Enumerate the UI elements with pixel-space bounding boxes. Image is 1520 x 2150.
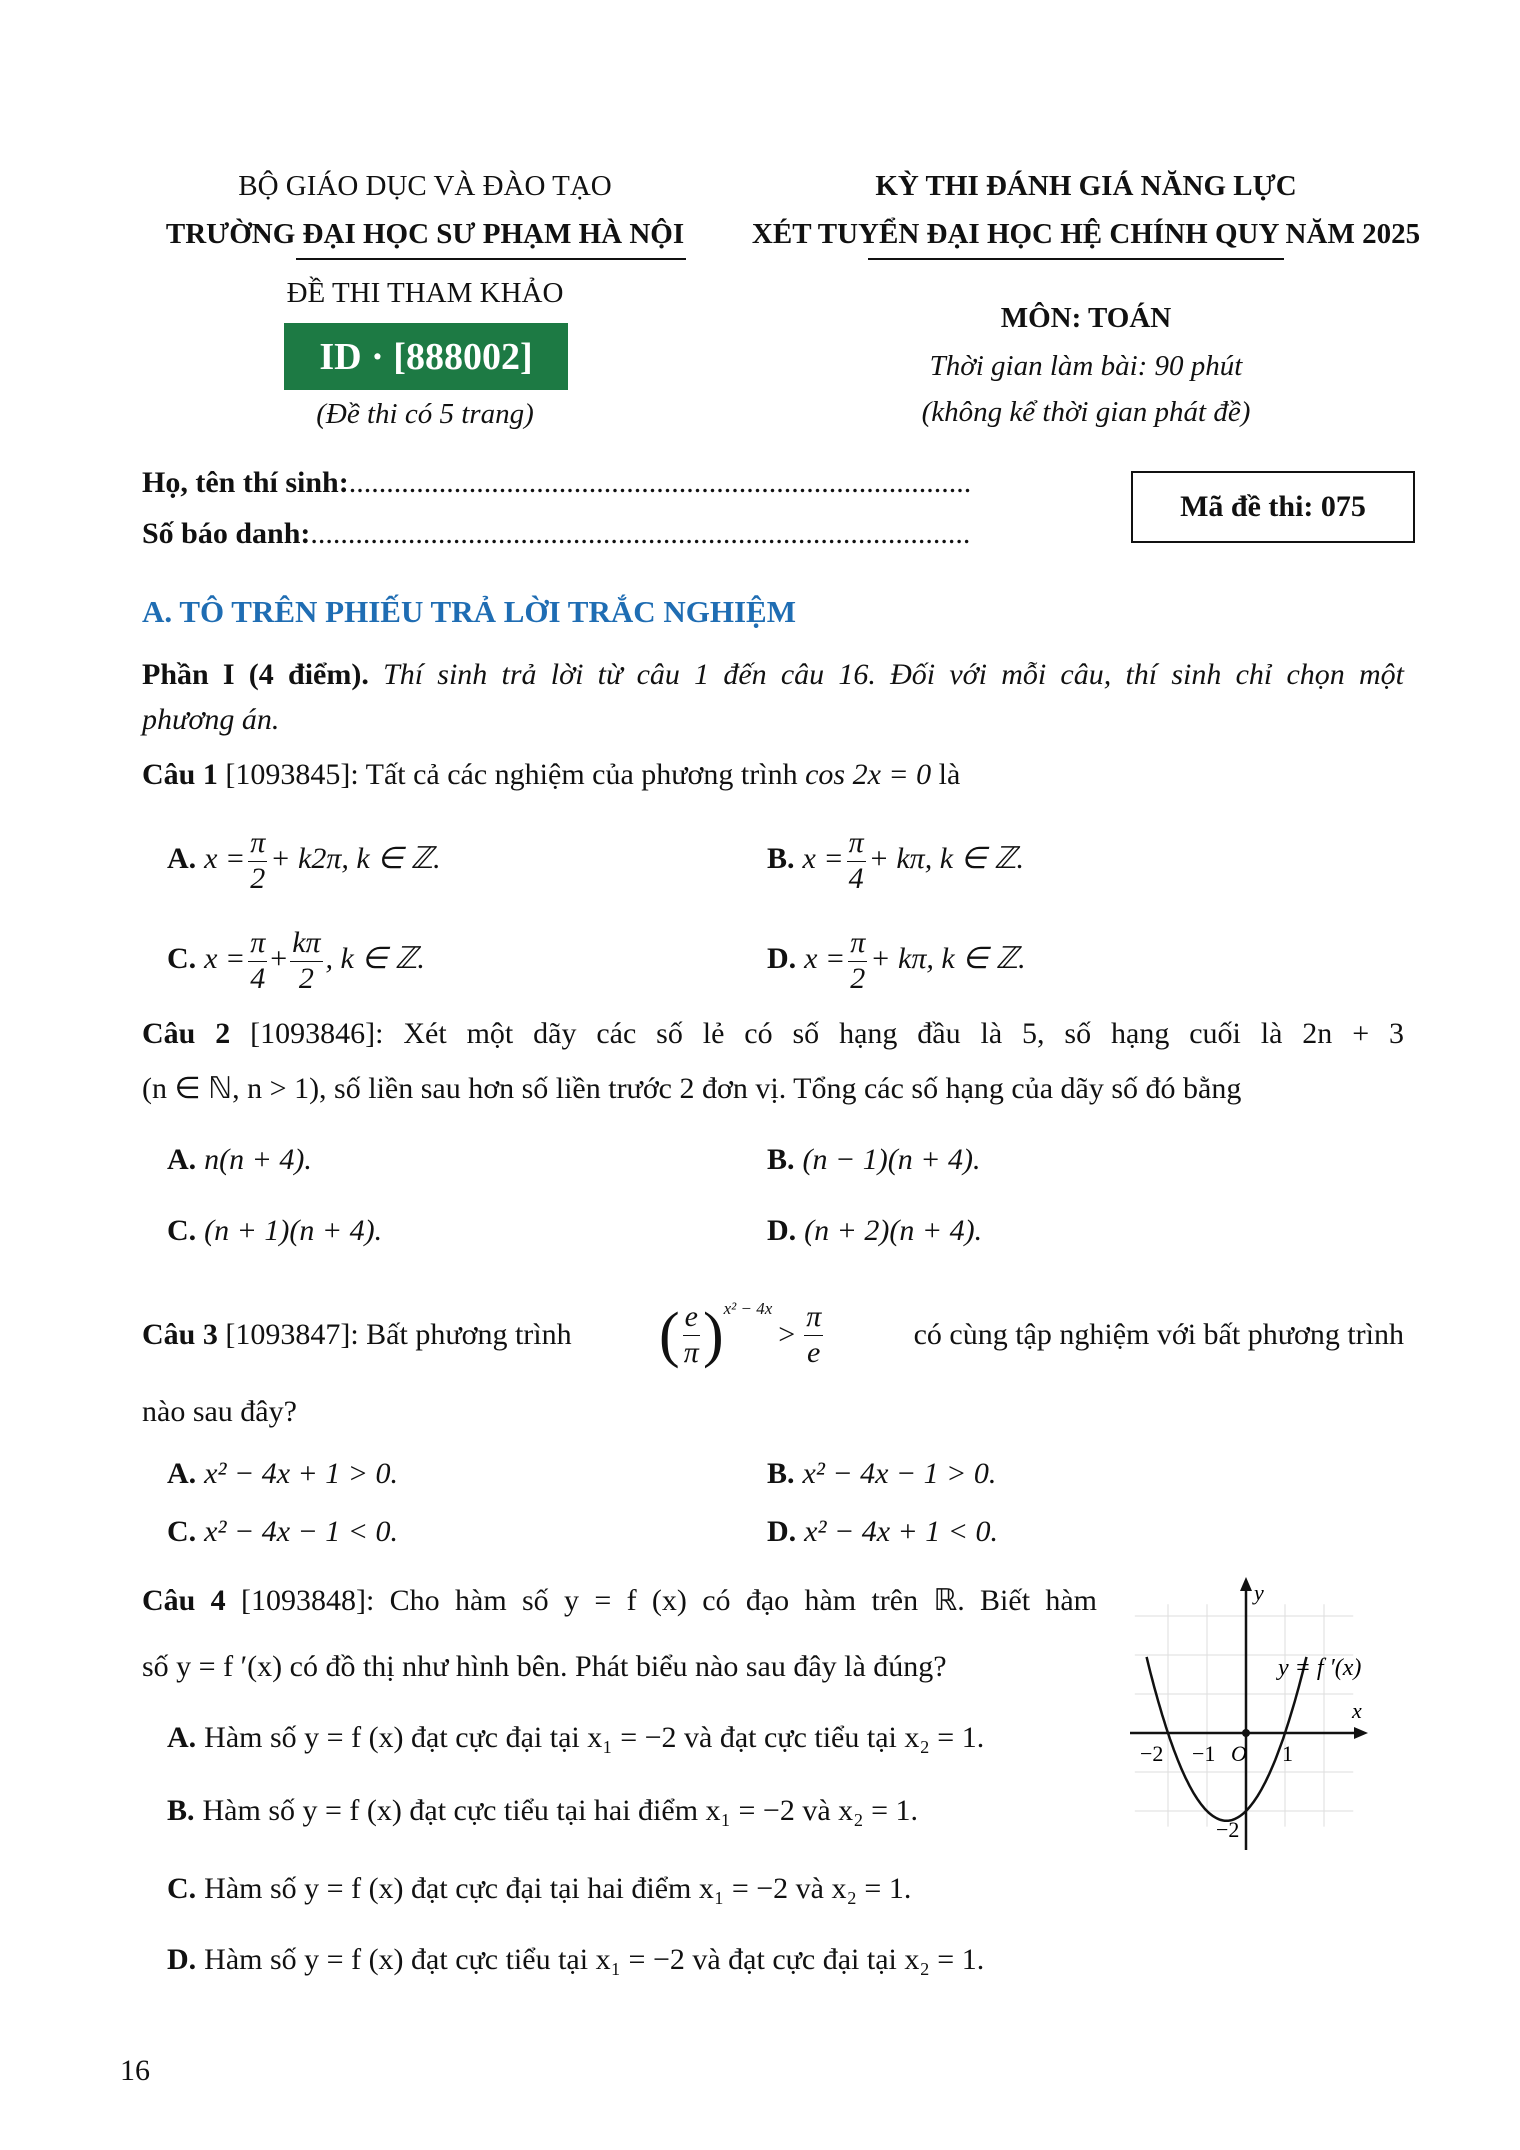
q1-option-b[interactable] [767,826,1024,896]
math: , k ∈ ℤ. [325,941,425,975]
option-label: D. [167,1943,197,1976]
q4-option-d[interactable] [167,1945,984,1975]
denominator: π [683,1335,699,1369]
question-text: có cùng tập nghiệm với bất phương trình [913,1318,1404,1351]
q3-option-c[interactable] [167,1517,398,1547]
numerator: π [248,926,267,962]
option-label: D. [767,941,797,975]
pages-note: (Đề thi có 5 trang) [316,398,534,430]
denominator: 2 [298,961,314,995]
math: (n + 2)(n + 4). [804,1214,983,1247]
part1-text-cont: phương án. [142,703,280,736]
fraction [804,1300,823,1370]
denominator: 2 [250,861,266,895]
question-2 [142,1019,1404,1049]
numerator: e [683,1300,700,1336]
curve-f-prime [1147,1657,1307,1821]
math: > [778,1318,796,1351]
q2-option-d[interactable] [767,1216,982,1246]
q1-option-d[interactable] [767,926,1026,996]
name-label: Họ, tên thí sinh: [142,466,349,499]
divider [868,258,1284,260]
option-label: A. [167,1721,197,1754]
tick-label: −2 [1140,1741,1164,1766]
inequality: ( $\frac{e}{\pi}$ ) $^{x^2 - 4x}$ > $\frac{\pi}{e}$ [658,1299,822,1369]
x-axis-label: x [1352,1698,1362,1723]
part1-title: Phần I (4 điểm). [142,658,369,691]
option-label: B. [167,1794,195,1827]
q1-option-a[interactable] [167,826,441,896]
fraction [848,926,867,996]
exam-code-box: Mã đề thi: 075 [1131,471,1415,543]
question-1 [142,760,960,790]
option-label: A. [167,1457,197,1490]
fraction [683,1300,700,1370]
numerator: kπ [290,926,322,962]
option-label: C. [167,1515,197,1548]
time-note: (không kể thời gian phát đề) [921,396,1251,428]
option-label: C. [167,1872,197,1905]
question-4 [142,1586,1097,1616]
question-text: là [938,758,961,791]
origin-label: O [1231,1741,1247,1766]
numerator: π [847,826,866,862]
tick-label: −2 [1216,1817,1240,1842]
option-label: A. [167,841,197,875]
name-field[interactable] [142,468,971,498]
q3-option-b[interactable] [767,1459,996,1489]
derivative-graph [1130,1575,1390,1850]
question-2-cont: (n ∈ ℕ, n > 1), số liền sau hơn số liền trước 2 đơn vị. Tổng các số hạng của dãy số đó bằng [142,1072,1242,1105]
tick-label: 1 [1282,1741,1293,1766]
time-limit: Thời gian làm bài: 90 phút [929,350,1243,382]
q4-option-b[interactable] [167,1796,918,1826]
section-heading: A. TÔ TRÊN PHIẾU TRẢ LỜI TRẮC NGHIỆM [142,594,796,629]
fraction [248,826,267,896]
math: (n − 1)(n + 4). [802,1143,981,1176]
subject: MÔN: TOÁN [1000,302,1172,334]
q4-option-c[interactable] [167,1874,911,1904]
origin-dot [1242,1729,1250,1737]
y-axis-label: y [1254,1580,1264,1605]
math: x² − 4x − 1 < 0. [204,1515,399,1548]
question-3 [142,1300,1404,1370]
numerator: π [248,826,267,862]
option-label: C. [167,941,197,975]
id-dots: ........................................................................................ [310,517,971,550]
option-label: B. [767,1457,795,1490]
exam-title: KỲ THI ĐÁNH GIÁ NĂNG LỰC [875,170,1297,202]
option-label: B. [767,841,795,875]
id-field[interactable] [142,519,970,549]
question-3-cont: nào sau đây? [142,1395,297,1428]
denominator: 4 [848,861,864,895]
math: x = [204,941,246,975]
name-dots: ................................................................................... [348,466,972,499]
school: TRƯỜNG ĐẠI HỌC SƯ PHẠM HÀ NỘI [165,218,685,250]
question-text: [1093847]: Bất phương trình [225,1318,572,1351]
math: n(n + 4). [204,1143,312,1176]
q3-option-a[interactable] [167,1459,398,1489]
math: + kπ, k ∈ ℤ. [870,941,1026,975]
question-text: [1093848]: Cho hàm số y = f (x) có đạo hàm trên ℝ. Biết hàm [241,1584,1098,1617]
option-label: C. [167,1214,197,1247]
option-label: A. [167,1143,197,1176]
math: x = [804,941,846,975]
option-label: D. [767,1214,797,1247]
y-arrow-icon [1240,1577,1252,1591]
question-label: Câu 1 [142,758,218,791]
q4-option-a[interactable] [167,1723,984,1753]
option-text: Hàm số y = f (x) đạt cực đại tại x₁ = −2 và đạt cực tiểu tại x₂ = 1. [204,1721,985,1754]
option-label: B. [767,1143,795,1176]
option-text: Hàm số y = f (x) đạt cực tiểu tại x₁ = −2 và đạt cực đại tại x₂ = 1. [204,1943,985,1976]
tick-label: −1 [1192,1741,1216,1766]
math: x² − 4x + 1 < 0. [804,1515,999,1548]
math: + k2π, k ∈ ℤ. [270,841,441,875]
grid [1135,1604,1353,1826]
math: (n + 1)(n + 4). [204,1214,383,1247]
q2-option-a[interactable] [167,1145,312,1175]
equation: cos 2x = 0 [805,758,932,791]
x-arrow-icon [1354,1727,1368,1739]
math: + [270,941,288,975]
page-number: 16 [120,2054,150,2087]
option-text: Hàm số y = f (x) đạt cực đại tại hai điểm x₁ = −2 và x₂ = 1. [204,1872,912,1905]
part1-text: Thí sinh trả lời từ câu 1 đến câu 16. Đối với mỗi câu, thí sinh chỉ chọn một [383,658,1404,691]
math: x² − 4x + 1 > 0. [204,1457,399,1490]
id-label: Số báo danh: [142,517,311,550]
numerator: π [848,926,867,962]
divider [296,258,686,260]
fraction [290,926,322,996]
denominator: 4 [250,961,266,995]
question-label: Câu 4 [142,1584,226,1617]
fraction [248,926,267,996]
exam-type: ĐỀ THI THAM KHẢO [286,277,564,309]
math: x = [802,841,844,875]
id-badge: ID · [888002] [284,323,568,390]
question-text: [1093846]: Xét một dãy các số lẻ có số hạng đầu là 5, số hạng cuối là 2n + 3 [250,1017,1405,1050]
curve-label: y = f ′(x) [1278,1655,1362,1681]
q1-option-c[interactable] [167,926,425,996]
denominator: e [807,1335,821,1369]
q2-option-b[interactable] [767,1145,980,1175]
denominator: 2 [850,961,866,995]
option-text: Hàm số y = f (x) đạt cực tiểu tại hai điểm x₁ = −2 và x₂ = 1. [202,1794,919,1827]
q3-option-d[interactable] [767,1517,998,1547]
question-4-cont: số y = f ′(x) có đồ thị như hình bên. Phát biểu nào sau đây là đúng? [142,1650,947,1683]
exam-subtitle: XÉT TUYỂN ĐẠI HỌC HỆ CHÍNH QUY NĂM 2025 [751,218,1421,250]
question-label: Câu 2 [142,1017,231,1050]
q2-option-c[interactable] [167,1216,382,1246]
question-text: [1093845]: Tất cả các nghiệm của phương trình [225,758,798,791]
numerator: π [804,1300,823,1336]
question-label: Câu 3 [142,1318,218,1351]
math: + kπ, k ∈ ℤ. [868,841,1024,875]
math: x = [204,841,246,875]
ministry: BỘ GIÁO DỤC VÀ ĐÀO TẠO [238,170,612,202]
math: x² − 4x − 1 > 0. [802,1457,997,1490]
fraction [847,826,866,896]
exponent: x² − 4x [723,1299,773,1318]
part1-instructions [142,660,1404,690]
option-label: D. [767,1515,797,1548]
